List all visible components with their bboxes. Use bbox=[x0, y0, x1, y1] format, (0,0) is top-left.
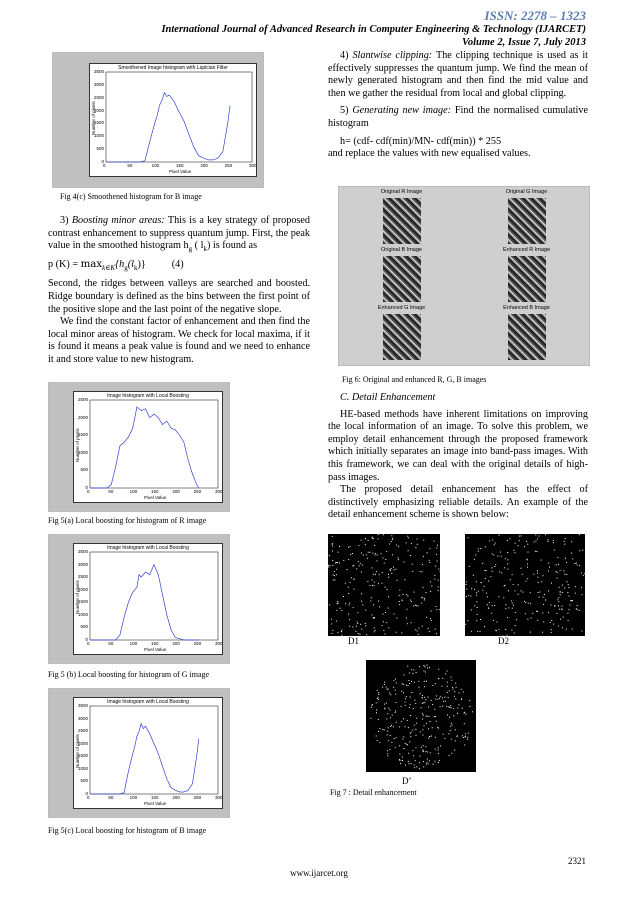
y-tick-label: 3500 bbox=[93, 69, 104, 74]
x-tick-label: 100 bbox=[129, 489, 138, 494]
fig6-label: Original G Image bbox=[505, 189, 548, 195]
s5-text: Find the normalised cumulative histogram bbox=[328, 105, 589, 129]
fig6-enhanced-b bbox=[464, 305, 589, 363]
x-tick-label: 250 bbox=[224, 163, 233, 168]
para-3: We find the constant factor of enhancement and then find the local minor areas of histogram. We check for local maxima, if it is found it means a peak value is found and we need to enhance it and store value to new histogram. bbox=[48, 316, 310, 365]
para-2: Second, the ridges between valleys are searched and boosted. Ridge boundary is defined as the bins between the first point of the positive slope and the last point of the negative slope. bbox=[48, 278, 310, 315]
y-tick-label: 0 bbox=[85, 485, 88, 490]
x-tick-label: 0 bbox=[103, 163, 106, 168]
s3-text-b: ( l bbox=[192, 240, 204, 252]
fig6-label: Original R Image bbox=[380, 189, 423, 195]
series-line bbox=[90, 565, 199, 640]
fig4c-caption: Fig 4(c) Smoothened histogram for B image bbox=[60, 192, 202, 201]
x-axis-label: Pixel Value bbox=[169, 169, 192, 174]
y-axis-label: Number of pixels bbox=[91, 101, 96, 135]
fig4c-figure bbox=[52, 52, 264, 188]
eq-sub: k∈K bbox=[102, 263, 116, 272]
fig4c-plot bbox=[89, 63, 257, 177]
fig5a-figure bbox=[48, 382, 230, 512]
y-tick-label: 2500 bbox=[93, 94, 104, 100]
x-tick-label: 150 bbox=[176, 163, 184, 168]
y-tick-label: 2500 bbox=[77, 397, 88, 402]
x-axis-label: Pixel Value bbox=[144, 647, 167, 652]
s3-text: This is a key strategy of proposed contrast enhancement to suppress quantum jump. First, the peak value in the smoothed histogram h bbox=[48, 215, 311, 252]
y-axis-label: Number of pixels bbox=[75, 428, 80, 462]
detail-image-dprime bbox=[366, 660, 476, 772]
fig5b-figure bbox=[48, 534, 230, 664]
y-tick-label: 1500 bbox=[93, 120, 104, 126]
d2-label: D2 bbox=[498, 636, 509, 646]
y-tick-label: 3000 bbox=[77, 561, 88, 567]
x-tick-label: 150 bbox=[151, 489, 159, 494]
fig6-original-g bbox=[464, 189, 589, 247]
eq-rhs-sub: g bbox=[124, 263, 128, 272]
y-tick-label: 2500 bbox=[77, 574, 88, 580]
fig6-figure bbox=[338, 186, 590, 366]
y-tick-label: 500 bbox=[80, 778, 88, 784]
y-tick-label: 2500 bbox=[77, 728, 88, 734]
x-tick-label: 300 bbox=[215, 795, 223, 800]
plot-frame bbox=[90, 706, 218, 794]
fig5c-caption: Fig 5(c) Local boosting for histogram of B image bbox=[48, 826, 207, 835]
y-tick-label: 1000 bbox=[77, 765, 88, 771]
series-line bbox=[106, 93, 230, 162]
x-tick-label: 150 bbox=[151, 641, 159, 646]
image-thumb bbox=[508, 256, 546, 302]
plot-title: Image histogram with Local Boosting bbox=[107, 699, 189, 705]
x-tick-label: 50 bbox=[108, 795, 114, 800]
x-tick-label: 100 bbox=[129, 795, 138, 800]
d1-label: D1 bbox=[348, 636, 359, 646]
image-thumb bbox=[383, 198, 421, 244]
fig6-label: Enhanced G Image bbox=[377, 305, 426, 311]
x-axis-label: Pixel Value bbox=[144, 495, 167, 500]
s4-text: The clipping technique is used as it effectively suppresses the quantum jump. We find the mean of newly generated histogram and then find the mid value and then we gather the residual from local and global clipping. bbox=[328, 50, 589, 99]
image-thumb bbox=[383, 314, 421, 360]
y-tick-label: 3000 bbox=[77, 715, 88, 721]
plot-svg bbox=[74, 544, 222, 654]
dprime-label: D’ bbox=[402, 776, 412, 786]
y-tick-label: 1000 bbox=[93, 133, 104, 139]
fig5b-plot bbox=[73, 543, 223, 655]
x-tick-label: 150 bbox=[151, 795, 159, 800]
y-tick-label: 500 bbox=[80, 624, 88, 630]
x-tick-label: 200 bbox=[200, 163, 208, 168]
journal-title: International Journal of Advanced Research in Computer Engineering & Technology (IJARCET) bbox=[161, 24, 586, 35]
fig7-caption: Fig 7 : Detail enhancement bbox=[330, 788, 417, 797]
x-tick-label: 250 bbox=[193, 641, 202, 646]
plot-title: Image histogram with Local Boosting bbox=[107, 393, 189, 399]
y-tick-label: 500 bbox=[96, 146, 104, 152]
eq-rhs-sub2: k bbox=[133, 263, 138, 272]
y-tick-label: 2000 bbox=[77, 414, 88, 420]
series-line bbox=[90, 407, 199, 488]
page-number: 2321 bbox=[568, 856, 586, 866]
eq-rhs3: )} bbox=[137, 258, 146, 270]
fig6-label: Original B Image bbox=[381, 247, 422, 253]
y-tick-label: 2000 bbox=[93, 107, 104, 113]
plot-svg bbox=[90, 64, 256, 176]
x-tick-label: 300 bbox=[249, 163, 257, 168]
fig6-caption: Fig 6: Original and enhanced R, G, B images bbox=[342, 375, 487, 384]
fig6-enhanced-r bbox=[464, 247, 589, 305]
y-tick-label: 3000 bbox=[93, 81, 104, 87]
x-tick-label: 0 bbox=[87, 489, 90, 494]
fig5b-caption: Fig 5 (b) Local boosting for histogram of G image bbox=[48, 670, 210, 679]
x-tick-label: 250 bbox=[193, 795, 202, 800]
image-thumb bbox=[508, 314, 546, 360]
y-tick-label: 1500 bbox=[77, 753, 88, 759]
x-tick-label: 50 bbox=[127, 163, 133, 168]
plot-title: Smoothened Image histogram with Laplcian Filter bbox=[118, 65, 228, 71]
x-tick-label: 300 bbox=[215, 489, 223, 494]
y-tick-label: 500 bbox=[80, 467, 88, 473]
detail-image-d2 bbox=[465, 534, 585, 636]
eq-number: (4) bbox=[171, 258, 184, 270]
x-tick-label: 50 bbox=[108, 489, 114, 494]
y-tick-label: 1000 bbox=[77, 611, 88, 617]
y-tick-label: 2000 bbox=[77, 586, 88, 592]
eq-max: max bbox=[80, 258, 103, 270]
x-tick-label: 0 bbox=[87, 795, 90, 800]
plot-svg bbox=[74, 698, 222, 808]
x-tick-label: 200 bbox=[172, 489, 180, 494]
s5-title: Generating new image: bbox=[352, 105, 452, 117]
plot-frame bbox=[106, 72, 252, 162]
x-tick-label: 0 bbox=[87, 641, 90, 646]
s4-number: 4) bbox=[340, 50, 349, 61]
y-axis-label: Number of pixels bbox=[75, 580, 80, 614]
s3-sub2: k bbox=[203, 245, 207, 254]
section-c-heading: C. Detail Enhancement bbox=[340, 392, 436, 403]
x-tick-label: 200 bbox=[172, 795, 180, 800]
speckle-texture bbox=[328, 534, 440, 636]
fig6-original-r bbox=[339, 189, 464, 247]
issn: ISSN: 2278 – 1323 bbox=[484, 8, 586, 23]
detail-image-d1 bbox=[328, 534, 440, 636]
formula-after: and replace the values with new equalised values. bbox=[328, 148, 531, 160]
x-axis-label: Pixel Value bbox=[144, 801, 167, 806]
y-tick-label: 0 bbox=[85, 791, 88, 796]
y-tick-label: 1500 bbox=[77, 432, 88, 438]
image-thumb bbox=[383, 256, 421, 302]
fig6-label: Enhanced B Image bbox=[503, 305, 550, 311]
x-tick-label: 300 bbox=[215, 641, 223, 646]
y-tick-label: 0 bbox=[85, 637, 88, 642]
series-line bbox=[90, 724, 199, 794]
fig5c-plot bbox=[73, 697, 223, 809]
y-tick-label: 1500 bbox=[77, 599, 88, 605]
image-thumb bbox=[508, 198, 546, 244]
y-axis-label: Number of pixels bbox=[75, 734, 80, 768]
x-tick-label: 50 bbox=[108, 641, 114, 646]
fig5a-plot bbox=[73, 391, 223, 503]
fig6-label: Enhanced R Image bbox=[502, 247, 551, 253]
y-tick-label: 3500 bbox=[77, 703, 88, 708]
y-tick-label: 1000 bbox=[77, 449, 88, 455]
formula: h= (cdf- cdf(min)/MN- cdf(min)) * 255 bbox=[340, 135, 502, 147]
plot-svg bbox=[74, 392, 222, 502]
volume-info: Volume 2, Issue 7, July 2013 bbox=[462, 37, 586, 48]
equation-4 bbox=[48, 259, 310, 275]
s3-number: 3) bbox=[60, 215, 69, 226]
plot-title: Image histogram with Local Boosting bbox=[107, 545, 189, 551]
y-tick-label: 3500 bbox=[77, 549, 88, 554]
para-c1: HE-based methods have inherent limitations on improving the local information of an image. To solve this problem, we employ detail enhancement through the proposed framework which initially separates an image into band-pass images. With this framework, we can deal with the original details of high-pass images. bbox=[328, 408, 588, 483]
section-c bbox=[328, 392, 588, 522]
speckle-texture bbox=[465, 534, 585, 636]
x-tick-label: 250 bbox=[193, 489, 202, 494]
eq-rhs2: (l bbox=[127, 258, 134, 270]
s5-number: 5) bbox=[340, 105, 349, 117]
plot-frame bbox=[90, 400, 218, 488]
s3-text-c: ) is found as bbox=[206, 240, 258, 252]
s3-title: Boosting minor areas: bbox=[71, 215, 165, 226]
fig6-enhanced-g bbox=[339, 305, 464, 363]
section-3 bbox=[48, 215, 310, 367]
s4-title: Slantwise clipping: bbox=[352, 50, 433, 61]
fig5a-caption: Fig 5(a) Local boosting for histogram of R image bbox=[48, 516, 207, 525]
x-tick-label: 100 bbox=[129, 641, 138, 646]
speckle-texture bbox=[366, 660, 476, 772]
s3-sub: g bbox=[188, 245, 193, 254]
fig5c-figure bbox=[48, 688, 230, 818]
x-tick-label: 100 bbox=[151, 163, 160, 168]
footer-url: www.ijarcet.org bbox=[290, 868, 348, 878]
right-text-top bbox=[328, 50, 588, 161]
fig6-original-b bbox=[339, 247, 464, 305]
eq-lhs: p (K) = bbox=[48, 258, 81, 270]
x-tick-label: 200 bbox=[172, 641, 180, 646]
y-tick-label: 2000 bbox=[77, 740, 88, 746]
para-c2: The proposed detail enhancement has the effect of distinctively emphasizing reliable details. An example of the detail enhancement scheme is shown below: bbox=[328, 484, 588, 521]
y-tick-label: 0 bbox=[101, 159, 104, 164]
eq-rhs: {h bbox=[115, 258, 125, 270]
